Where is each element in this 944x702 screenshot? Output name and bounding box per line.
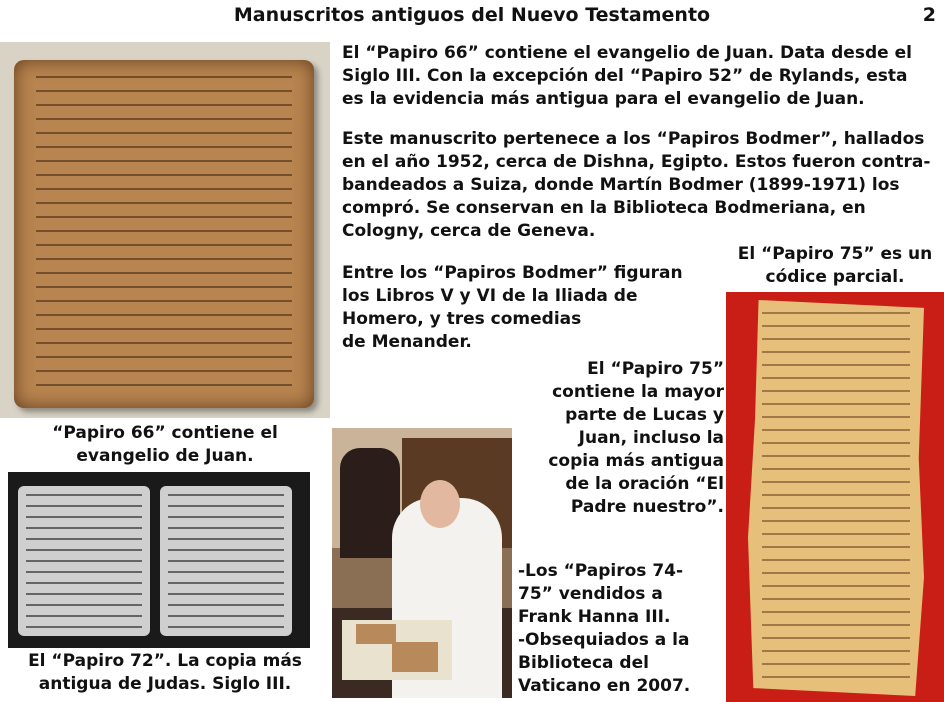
text-line: Juan, incluso la	[578, 428, 724, 448]
text-line: Cologny, cerca de Geneva.	[342, 221, 596, 241]
text-line: de Menander.	[342, 332, 472, 352]
papiro-72-caption	[0, 650, 330, 696]
text-line: 75” vendidos a	[518, 584, 663, 604]
text-line: compró. Se conservan en la Biblioteca Bodmeriana, en	[342, 198, 866, 218]
paragraph-iliada	[342, 262, 722, 354]
text-line: Siglo III. Con la excepción del “Papiro 52” de Rylands, esta	[342, 66, 908, 86]
papyrus-72-image	[8, 472, 310, 648]
papyrus-75-image	[726, 292, 944, 702]
text-line: El “Papiro 75” es un	[737, 244, 933, 264]
text-line: Homero, y tres comedias	[342, 309, 582, 329]
text-line: parte de Lucas y	[565, 405, 724, 425]
text-line: los Libros V y VI de la Iliada de	[342, 286, 638, 306]
text-line: de la oración “El	[565, 474, 724, 494]
text-line: -Los “Papiros 74-	[518, 561, 684, 581]
text-line: es la evidencia más antigua para el evangelio de Juan.	[342, 89, 865, 109]
text-line: El “Papiro 72”. La copia más	[28, 651, 302, 671]
text-line: Biblioteca del	[518, 653, 649, 673]
text-line: Entre los “Papiros Bodmer” figuran	[342, 263, 683, 283]
text-line: contiene la mayor	[552, 382, 724, 402]
text-line: Vaticano en 2007.	[518, 676, 691, 696]
text-line: Este manuscrito pertenece a los “Papiros Bodmer”, hallados	[342, 129, 925, 149]
paragraph-papiro-75	[520, 358, 724, 519]
papiro-66-caption	[0, 422, 330, 468]
papyrus-66-image	[0, 42, 330, 418]
paragraph-bodmer	[342, 128, 940, 243]
text-line: antigua de Judas. Siglo III.	[38, 674, 292, 694]
text-line: -Obsequiados a la	[518, 630, 690, 650]
text-line: El “Papiro 75”	[587, 359, 724, 379]
text-line: en el año 1952, cerca de Dishna, Egipto. Estos fueron contra-	[342, 152, 931, 172]
papiro-75-partial-caption	[726, 243, 944, 289]
text-line: evangelio de Juan.	[76, 446, 254, 466]
page-number: 2	[922, 4, 936, 26]
text-line: Frank Hanna III.	[518, 607, 671, 627]
text-line: códice parcial.	[765, 267, 905, 287]
paragraph-papiro-66	[342, 42, 940, 111]
text-line: Padre nuestro”.	[570, 497, 724, 517]
text-line: bandeados a Suiza, donde Martín Bodmer (1899-1971) los	[342, 175, 900, 195]
pope-with-papyri-photo	[332, 428, 512, 698]
text-line: copia más antigua	[548, 451, 724, 471]
page-title: Manuscritos antiguos del Nuevo Testamento	[233, 4, 711, 26]
text-line: El “Papiro 66” contiene el evangelio de Juan. Data desde el	[342, 43, 912, 63]
text-line: “Papiro 66” contiene el	[52, 423, 278, 443]
paragraph-hanna-vaticano	[518, 560, 724, 698]
